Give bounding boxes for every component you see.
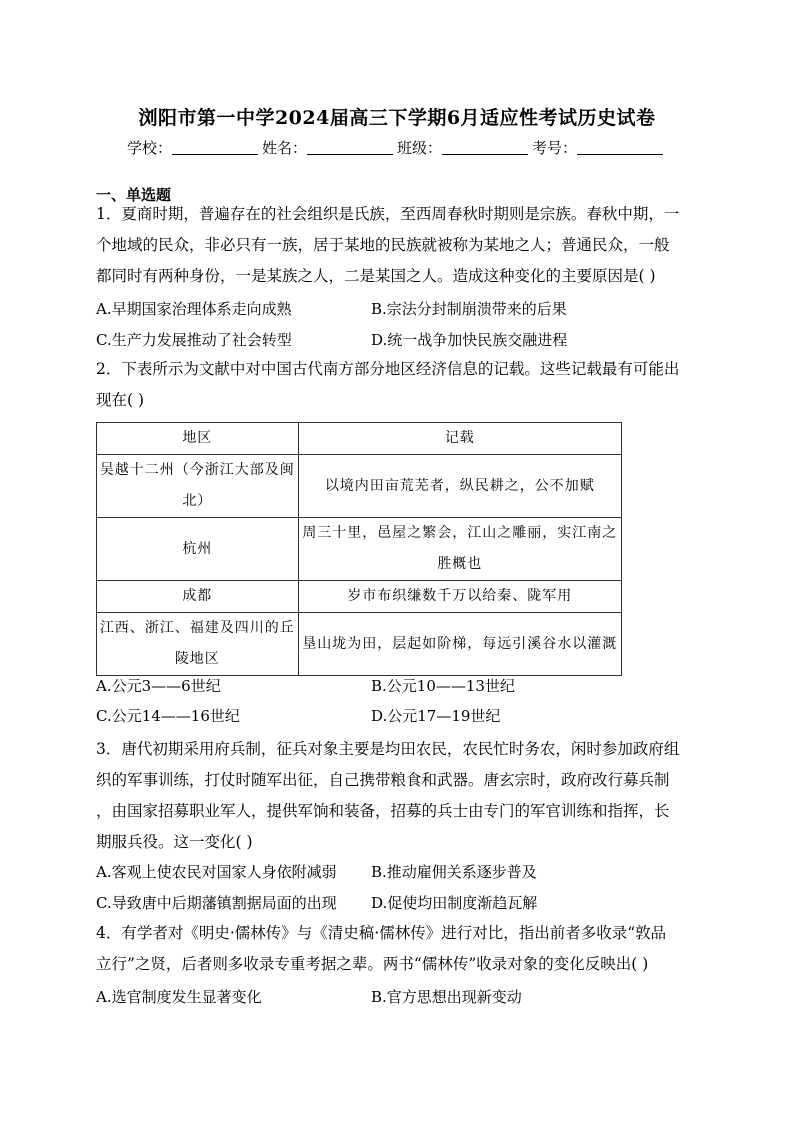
table-cell-region: 吴越十二州（今浙江大部及闽北） (97, 455, 299, 518)
table-header-record: 记载 (298, 423, 621, 455)
q3-option-d[interactable]: D.促使均田制度渐趋瓦解 (371, 894, 538, 912)
q3-line: 织的军事训练，打仗时随军出征，自己携带粮食和武器。唐玄宗时，政府改行募兵制 (96, 771, 670, 789)
q2-option-b[interactable]: B.公元10——13世纪 (371, 677, 515, 695)
q2-line: 现在( ) (96, 391, 145, 409)
name-label: 姓名： (261, 139, 307, 157)
class-label: 班级： (397, 139, 443, 157)
q4-option-a[interactable]: A.选官制度发生显著变化 (96, 988, 262, 1006)
name-blank[interactable] (307, 140, 393, 155)
q4-stem (96, 918, 700, 980)
table-cell-region: 江西、浙江、福建及四川的丘陵地区 (97, 613, 299, 676)
table-row (97, 613, 622, 676)
q1-line: 都同时有两种身份，一是某族之人，二是某国之人。造成这种变化的主要原因是( ) (96, 267, 656, 285)
economy-records-table (96, 422, 622, 676)
q4-line: 4．有学者对《明史·儒林传》与《清史稿·儒林传》进行对比，指出前者多收录“敦品 (96, 924, 667, 942)
id-blank[interactable] (577, 140, 663, 155)
student-info-line (0, 137, 794, 158)
q2-option-c[interactable]: C.公元14——16世纪 (96, 707, 240, 725)
table-header-row (97, 423, 622, 455)
table-cell-region: 成都 (97, 581, 299, 613)
q1-stem (96, 199, 700, 292)
table-cell-record: 岁市布织缣数千万以给秦、陇军用 (298, 581, 621, 613)
table-row (97, 518, 622, 581)
q1-line: 1．夏商时期，普遍存在的社会组织是氏族，至西周春秋时期则是宗族。春秋中期，一 (96, 205, 680, 223)
q1-option-c[interactable]: C.生产力发展推动了社会转型 (96, 331, 292, 349)
school-blank[interactable] (172, 140, 258, 155)
q3-option-c[interactable]: C.导致唐中后期藩镇割据局面的出现 (96, 894, 337, 912)
q2-stem (96, 354, 700, 416)
school-label: 学校： (126, 139, 172, 157)
q3-option-b[interactable]: B.推动雇佣关系逐步普及 (371, 863, 537, 881)
class-blank[interactable] (442, 140, 528, 155)
q4-line: 立行”之贤，后者则多收录专重考据之辈。两书“儒林传”收录对象的变化反映出( ) (96, 955, 649, 973)
exam-title: 浏阳市第一中学2024届高三下学期6月适应性考试历史试卷 (138, 107, 656, 129)
q1-option-b[interactable]: B.宗法分封制崩溃带来的后果 (371, 300, 567, 318)
table-cell-record: 周三十里，邑屋之繁会，江山之雕丽，实江南之胜概也 (298, 518, 621, 581)
table-row (97, 455, 622, 518)
q2-option-a[interactable]: A.公元3——6世纪 (96, 677, 221, 695)
q1-line: 个地域的民众，非必只有一族，居于某地的民族就被称为某地之人；普通民众，一般 (96, 236, 670, 254)
table-cell-region: 杭州 (97, 518, 299, 581)
q3-option-a[interactable]: A.客观上使农民对国家人身依附减弱 (96, 863, 337, 881)
table-row (97, 581, 622, 613)
q1-option-d[interactable]: D.统一战争加快民族交融进程 (371, 331, 568, 349)
q1-option-a[interactable]: A.早期国家治理体系走向成熟 (96, 300, 292, 318)
q3-line: 3．唐代初期采用府兵制，征兵对象主要是均田农民，农民忙时务农，闲时参加政府组 (96, 740, 680, 758)
q4-option-b[interactable]: B.官方思想出现新变动 (371, 988, 522, 1006)
table-header-region: 地区 (97, 423, 299, 455)
q2-line: 2．下表所示为文献中对中国古代南方部分地区经济信息的记载。这些记载最有可能出 (96, 360, 680, 378)
q2-option-d[interactable]: D.公元17—19世纪 (371, 707, 501, 725)
id-label: 考号： (532, 139, 578, 157)
q3-line: 期服兵役。这一变化( ) (96, 833, 253, 851)
section-heading: 一、单选题 (96, 186, 172, 204)
table-cell-record: 垦山垅为田，层起如阶梯，每远引溪谷水以灌溉 (298, 613, 621, 676)
table-cell-record: 以境内田亩荒芜者，纵民耕之，公不加赋 (298, 455, 621, 518)
q3-stem (96, 734, 700, 858)
q3-line: ，由国家招募职业军人，提供军饷和装备，招募的兵士由专门的军官训练和指挥，长 (96, 802, 670, 820)
